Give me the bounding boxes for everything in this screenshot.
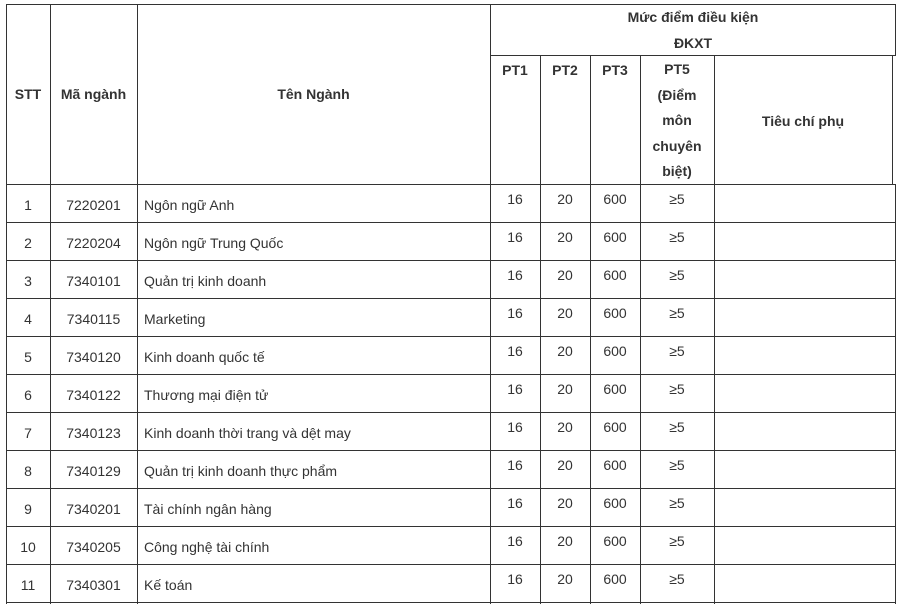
- cell-ma-nganh: 7340120: [66, 349, 121, 365]
- cell-ten-nganh: Marketing: [144, 311, 206, 327]
- header-pt5-line: (Điểm: [657, 86, 697, 103]
- cell-stt: 5: [24, 349, 32, 365]
- cell-stt: 3: [24, 273, 32, 289]
- grid-line-vertical: [892, 55, 893, 184]
- cell-ma-nganh: 7220204: [66, 235, 121, 251]
- cell-ma-nganh: 7340129: [66, 463, 121, 479]
- cell-pt5: ≥5: [669, 457, 685, 473]
- header-ma-nganh: Mã ngành: [60, 86, 127, 102]
- cell-pt3: 600: [603, 267, 627, 283]
- cell-pt1: 16: [507, 305, 523, 321]
- cell-pt2: 20: [557, 305, 573, 321]
- cell-ma-nganh: 7340115: [66, 311, 121, 327]
- header-pt2: PT2: [552, 62, 578, 78]
- cell-pt2: 20: [557, 571, 573, 587]
- grid-line-vertical: [895, 184, 896, 604]
- cell-stt: 2: [24, 235, 32, 251]
- cell-pt1: 16: [507, 191, 523, 207]
- cell-ma-nganh: 7340101: [66, 273, 121, 289]
- cell-ma-nganh: 7220201: [66, 197, 121, 213]
- grid-line-horizontal: [6, 298, 896, 299]
- cell-stt: 4: [24, 311, 32, 327]
- cell-pt5: ≥5: [669, 571, 685, 587]
- grid-line-horizontal: [6, 450, 896, 451]
- cell-pt3: 600: [603, 305, 627, 321]
- header-pt5-line: PT5: [664, 61, 690, 77]
- cell-ten-nganh: Kinh doanh quốc tế: [144, 349, 265, 365]
- grid-line-horizontal: [6, 260, 896, 261]
- grid-line-horizontal: [6, 564, 896, 565]
- cell-pt5: ≥5: [669, 533, 685, 549]
- grid-line-vertical: [714, 55, 715, 604]
- cell-pt3: 600: [603, 419, 627, 435]
- cell-stt: 6: [24, 387, 32, 403]
- cell-pt2: 20: [557, 495, 573, 511]
- grid-line-horizontal: [6, 222, 896, 223]
- cell-ma-nganh: 7340205: [66, 539, 121, 555]
- cell-ten-nganh: Quản trị kinh doanh: [144, 273, 267, 289]
- cell-stt: 9: [24, 501, 32, 517]
- grid-line-horizontal: [6, 184, 896, 185]
- grid-line-horizontal: [6, 602, 896, 603]
- cell-pt5: ≥5: [669, 381, 685, 397]
- cell-pt2: 20: [557, 419, 573, 435]
- cell-pt3: 600: [603, 343, 627, 359]
- cell-pt3: 600: [603, 229, 627, 245]
- cell-ma-nganh: 7340301: [66, 577, 121, 593]
- cell-pt1: 16: [507, 533, 523, 549]
- cell-pt5: ≥5: [669, 343, 685, 359]
- header-muc-diem-subtitle: ĐKXT: [673, 35, 713, 51]
- cell-ten-nganh: Thương mại điện tử: [144, 387, 269, 403]
- cell-pt5: ≥5: [669, 267, 685, 283]
- cell-ten-nganh: Công nghệ tài chính: [144, 539, 270, 555]
- cell-pt1: 16: [507, 571, 523, 587]
- header-stt: STT: [14, 86, 42, 102]
- cell-pt1: 16: [507, 343, 523, 359]
- cell-ten-nganh: Tài chính ngân hàng: [144, 501, 272, 517]
- grid-line-vertical: [540, 55, 541, 604]
- cell-pt2: 20: [557, 343, 573, 359]
- cell-pt3: 600: [603, 381, 627, 397]
- cell-pt3: 600: [603, 191, 627, 207]
- cell-pt2: 20: [557, 229, 573, 245]
- grid-line-horizontal: [6, 488, 896, 489]
- header-muc-diem-title: Mức điểm điều kiện: [627, 9, 759, 25]
- header-pt5: [640, 57, 714, 185]
- cell-ten-nganh: Ngôn ngữ Anh: [144, 197, 235, 213]
- header-ten-nganh: Tên Ngành: [277, 86, 350, 102]
- cell-pt2: 20: [557, 381, 573, 397]
- cell-pt1: 16: [507, 381, 523, 397]
- cell-pt1: 16: [507, 495, 523, 511]
- cell-pt1: 16: [507, 267, 523, 283]
- grid-line-horizontal: [6, 374, 896, 375]
- header-pt5-line: biệt): [662, 163, 692, 179]
- cell-pt3: 600: [603, 571, 627, 587]
- cell-pt5: ≥5: [669, 419, 685, 435]
- cell-pt5: ≥5: [669, 191, 685, 207]
- cell-stt: 11: [20, 577, 36, 593]
- cell-ma-nganh: 7340201: [66, 501, 121, 517]
- cell-stt: 1: [24, 197, 32, 213]
- grid-line-horizontal: [6, 336, 896, 337]
- cell-ma-nganh: 7340122: [66, 387, 121, 403]
- cell-pt5: ≥5: [669, 495, 685, 511]
- cell-ten-nganh: Quản trị kinh doanh thực phẩm: [144, 463, 338, 479]
- cell-ten-nganh: Kế toán: [144, 577, 193, 593]
- header-pt5-line: chuyên: [652, 137, 702, 154]
- grid-line-vertical: [490, 4, 491, 604]
- grid-line-horizontal: [6, 526, 896, 527]
- grid-line-horizontal: [6, 412, 896, 413]
- cell-ma-nganh: 7340123: [66, 425, 121, 441]
- header-pt5-line: môn: [662, 112, 692, 128]
- header-tieu-chi-phu: Tiêu chí phụ: [761, 113, 845, 129]
- cell-pt2: 20: [557, 457, 573, 473]
- cell-stt: 7: [24, 425, 32, 441]
- cell-stt: 8: [24, 463, 32, 479]
- cell-pt2: 20: [557, 191, 573, 207]
- grid-line-vertical: [590, 55, 591, 604]
- cell-pt1: 16: [507, 457, 523, 473]
- grid-line-horizontal: [6, 4, 896, 5]
- cell-pt2: 20: [557, 267, 573, 283]
- cell-ten-nganh: Ngôn ngữ Trung Quốc: [144, 235, 284, 251]
- header-pt3: PT3: [602, 62, 628, 78]
- cell-pt1: 16: [507, 229, 523, 245]
- cell-pt3: 600: [603, 495, 627, 511]
- cell-pt3: 600: [603, 457, 627, 473]
- cell-pt5: ≥5: [669, 305, 685, 321]
- cell-stt: 10: [20, 539, 36, 555]
- header-pt1: PT1: [502, 62, 528, 78]
- cell-ten-nganh: Kinh doanh thời trang và dệt may: [144, 425, 351, 441]
- cell-pt5: ≥5: [669, 229, 685, 245]
- grid-line-horizontal: [490, 55, 896, 56]
- cell-pt3: 600: [603, 533, 627, 549]
- cell-pt2: 20: [557, 533, 573, 549]
- cell-pt1: 16: [507, 419, 523, 435]
